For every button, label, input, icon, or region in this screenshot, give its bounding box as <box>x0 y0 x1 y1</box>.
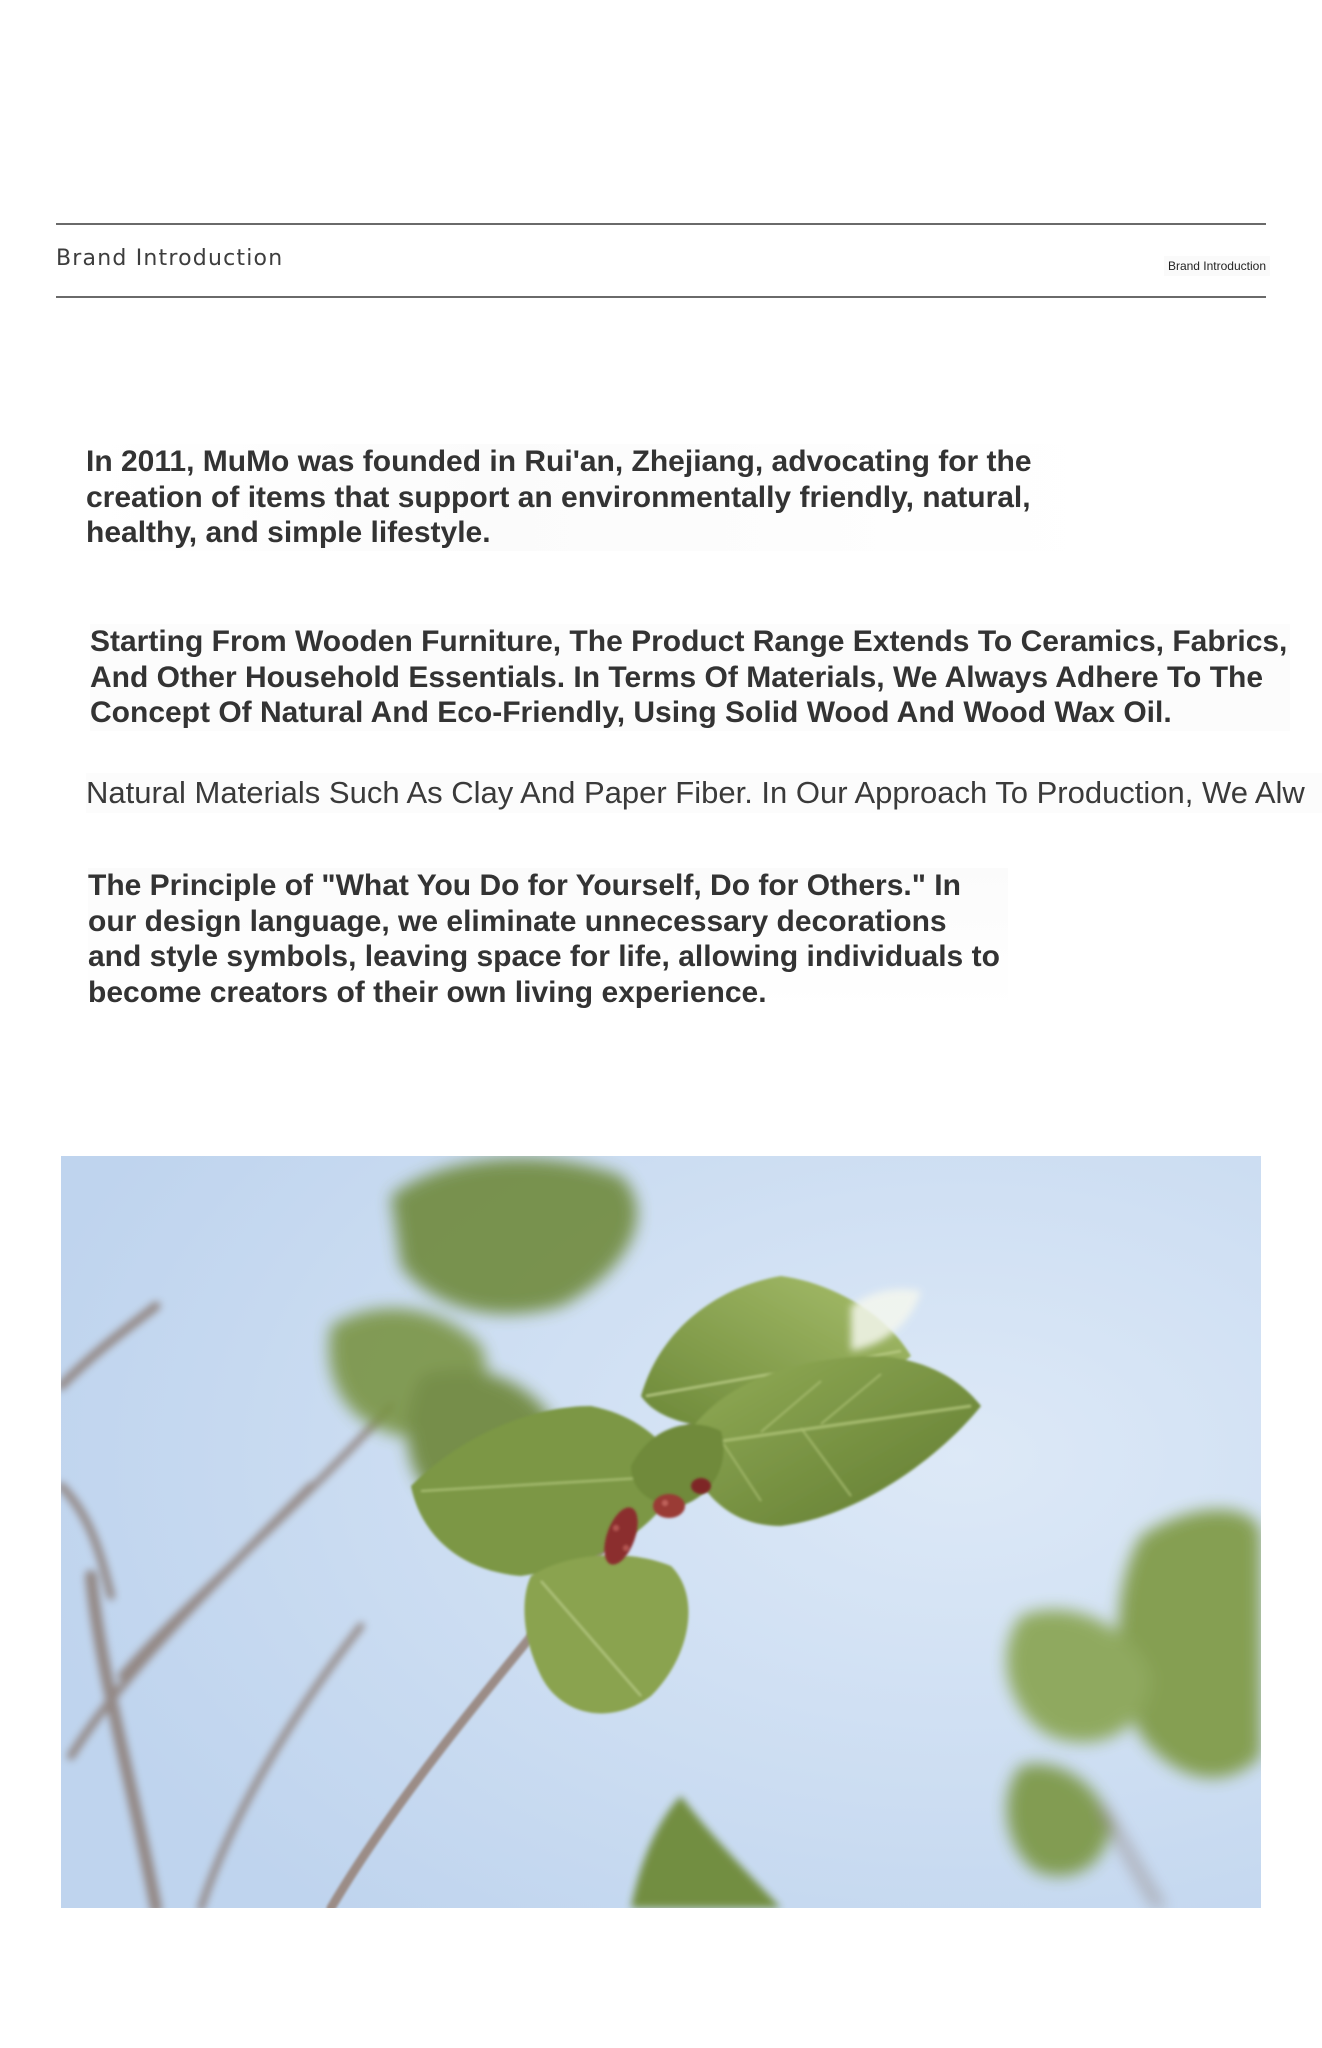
header-bottom-divider <box>56 296 1266 298</box>
header-top-divider <box>56 223 1266 225</box>
intro-paragraph-founding: In 2011, MuMo was founded in Rui'an, Zhejiang, advocating for the creation of items that support an environmentally friendly, natural, healthy, and simple lifestyle. <box>86 444 1106 551</box>
section-title: Brand Introduction <box>56 246 284 271</box>
intro-paragraph-principle: The Principle of "What You Do for Yourself, Do for Others." In our design language, we eliminate unnecessary decorations and style symbols, leaving space for life, allowing individuals to become creators of their own living experience. <box>88 868 1008 1010</box>
photo-illustration <box>61 1156 1261 1908</box>
intro-paragraph-product-range: Starting From Wooden Furniture, The Product Range Extends To Ceramics, Fabrics, And Other Household Essentials. In Terms Of Materials, We Always Adhere To The Concept Of Natural And Eco-Friendly, Using Solid Wood And Wood Wax Oil. <box>90 624 1290 731</box>
brand-introduction-link[interactable]: Brand Introduction <box>1164 256 1270 276</box>
intro-paragraph-materials: Natural Materials Such As Clay And Paper Fiber. In Our Approach To Production, We Alw <box>86 773 1322 813</box>
mulberry-branch-photo <box>61 1156 1261 1908</box>
